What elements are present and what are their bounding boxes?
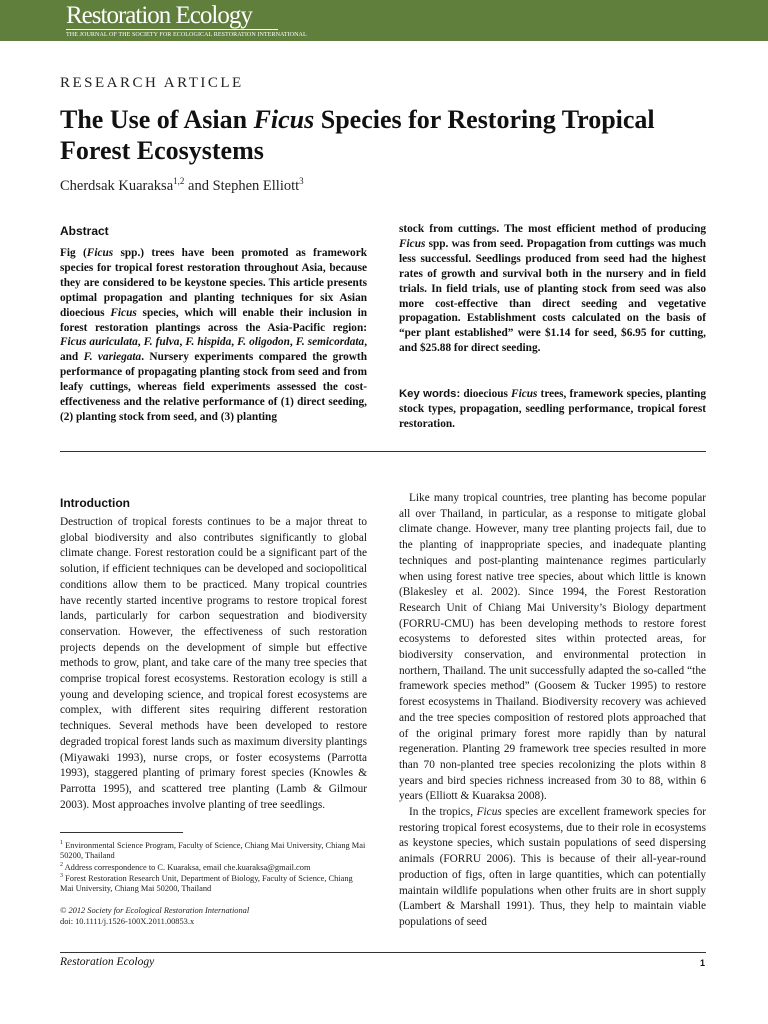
italic-text: Ficus [476, 806, 502, 819]
italic-text: Ficus [511, 388, 538, 400]
keywords [399, 387, 706, 432]
journal-name: Restoration Ecology [66, 2, 252, 29]
italic-text: Ficus [399, 237, 426, 250]
abstract-heading: Abstract [60, 224, 109, 238]
footnote [60, 838, 367, 862]
article-title [60, 104, 700, 166]
author-conjunction: and [184, 177, 213, 194]
footnote-marker: 3 [60, 873, 63, 879]
body-column-left [60, 515, 367, 813]
copyright-line: © 2012 Society for Ecological Restoration International [60, 906, 250, 915]
paragraph [399, 491, 706, 805]
paragraph [60, 515, 367, 813]
text-run: Destruction of tropical forests continues to be a major threat to global biodiversity and also contributes significantly to global climate change. Forest restoration could be a significant part of the solution, if efficient techniques can be developed and sociopolitical conditions allow them to be practiced. Many tropical countries have recently started incentive programs to restore tropical forest lands, particularly for carbon sequestration and biodiversity conservation. However, the effectiveness of such restoration projects depends on the development of simple but effective methods to grow, plant, and take care of the many tree species that comprise tropical forest ecosystems. Restoration ecology is still a young and developing science, and tropical forest ecosystems are complex, with different sites requiring different restoration techniques. Several methods have been developed to restore degraded tropical forest lands such as maximum diversity plantings (Miyawaki 1993), nurse crops, or foster ecosystems (Parrotta 1993), staggered planting of primary forest species (Knowles & Parrotta 1995), and scattered tree planting (Lamb & Gilmour 2003). Most approaches involve planting of tree seedlings. [60, 516, 367, 811]
text-run: , [231, 336, 238, 349]
abstract-divider [60, 451, 706, 452]
italic-text: Ficus [86, 247, 114, 259]
title-part-1: The Use of Asian [60, 105, 254, 134]
author-2-affiliation: 3 [299, 176, 304, 186]
text-run: spp.) trees have been promoted as framework species for tropical forest restoration throughout Asia, because they are considered to be keystone species. This article presents optimal propagation and planting techniques for six Asian dioecious [60, 247, 368, 319]
footer-rule [60, 952, 706, 953]
copyright-block [60, 905, 367, 927]
title-genus: Ficus [253, 105, 315, 134]
text-run: Fig ( [60, 247, 87, 259]
doi-line: doi: 10.1111/j.1526-100X.2011.00853.x [60, 917, 195, 926]
text-run: , and [60, 336, 368, 364]
italic-text: F. semicordata [295, 336, 365, 349]
footer-journal-name: Restoration Ecology [60, 956, 155, 968]
footnote-marker: 1 [60, 840, 63, 846]
body-column-right [399, 491, 706, 931]
text-run: spp. was from seed. Propagation from cuttings was much less successful. Seedlings produced from seed had the highest rates of growth and survival both in the nursery and in field trials. In field trials, use of planting stock from seed was also more cost-effective than direct seeding and vegetative propagation. Establishment costs calculated on the basis of “per plant established” were $1.14 for seed, $6.95 for cutting, and $25.88 for direct seeding. [399, 237, 706, 355]
footnote-marker: 2 [60, 862, 63, 868]
journal-subtitle: THE JOURNAL OF THE SOCIETY FOR ECOLOGICAL RESTORATION INTERNATIONAL [66, 32, 307, 38]
text-run: . Nursery experiments compared the growth performance of propagating planting stock from seed and from leafy cuttings, whereas field experiments assessed the cost-effectiveness and the relative performance of (1) direct seeding, (2) planting stock from seed, and (3) planting [60, 351, 367, 423]
text-run: dioecious [460, 388, 512, 400]
italic-text: F. oligodon [237, 336, 290, 349]
author-line [60, 176, 304, 195]
text-run: , [179, 336, 186, 349]
text-run: species, which will enable their inclusion in forest restoration plantings across the Asia-Pacific region: [60, 306, 368, 334]
italic-text: F. fulva [143, 336, 180, 349]
footnote [60, 871, 367, 895]
footnote-text: Environmental Science Program, Faculty of Science, Chiang Mai University, Chiang Mai 50200, Thailand [60, 840, 366, 861]
italic-text: F. hispida [185, 336, 232, 349]
text-run: Like many tropical countries, tree planting has become popular all over Thailand, in particular, as a response to mitigate global climate change. However, many tree planting projects fail, due to the planting of inappropriate species, and inadequate planting techniques and post-planting maintenance regimes particularly when using forest native tree species, about which little is known (Blakesley et al. 2002). Since 1994, the Forest Restoration Research Unit of Chiang Mai University’s Biology department (FORRU-CMU) has been developing methods to restore forest ecosystems to deforested sites within protected areas, for biodiversity conservation, and environmental protection in northern, Thailand. The unit successfully adapted the so-called “the framework species method” (Goosem & Tucker 1995) to restore forest ecosystems in Thailand. Biodiversity recovery was achieved and the tree species composition of restored plots approached that of the original primary forest more rapidly than by natural regeneration. Planting 29 framework tree species resulted in more than 70 non-planted tree species recolonizing the plots within 8 years and bird species richness increased from 30 to 88, within 6 years (Elliott & Kuaraksa 2008). [399, 492, 706, 803]
author-1: Cherdsak Kuaraksa [60, 177, 174, 194]
text-run: , [289, 336, 296, 349]
italic-text: Ficus auriculata [60, 336, 138, 349]
italic-text: Ficus [110, 306, 137, 319]
footnote-rule [60, 832, 183, 833]
footnote-text: Forest Restoration Research Unit, Department of Biology, Faculty of Science, Chiang Mai University, Chiang Mai 50200, Thailand [60, 873, 353, 894]
text-run: , [137, 336, 144, 349]
footnote-text: Address correspondence to C. Kuaraksa, email che.kuaraksa@gmail.com [63, 862, 311, 872]
italic-text: F. variegata [83, 351, 142, 364]
author-1-affiliation: 1,2 [173, 176, 185, 186]
text-run: In the tropics, [409, 806, 477, 819]
journal-banner [0, 0, 768, 41]
article-type: RESEARCH ARTICLE [60, 75, 244, 91]
abstract-text-right [399, 222, 706, 356]
author-2: Stephen Elliott [212, 177, 300, 194]
keywords-label: Key words: [399, 388, 461, 400]
introduction-heading: Introduction [60, 496, 130, 510]
page-number: 1 [700, 958, 706, 968]
abstract-text-left [60, 246, 367, 425]
text-run: species are excellent framework species for restoring tropical forest ecosystems, due to their role in ecosystems as keystone species, which sustain populations of seed dispersing animals (FORRU 2006). This is because of their all-year-round production of figs, often in large quantities, which can potentially maintain wildlife populations when other fruits are in short supply (Lambert & Marshall 1991). Thus, they help to maintain viable populations of seed [399, 806, 706, 928]
paragraph [399, 805, 706, 931]
title-part-2: Species for Restoring Tropical Forest Ecosystems [60, 105, 655, 165]
text-run: trees, framework species, planting stock types, propagation, seedling performance, tropical forest restoration. [399, 388, 706, 430]
journal-banner-rule [66, 29, 278, 30]
text-run: stock from cuttings. The most efficient method of producing [399, 223, 706, 235]
